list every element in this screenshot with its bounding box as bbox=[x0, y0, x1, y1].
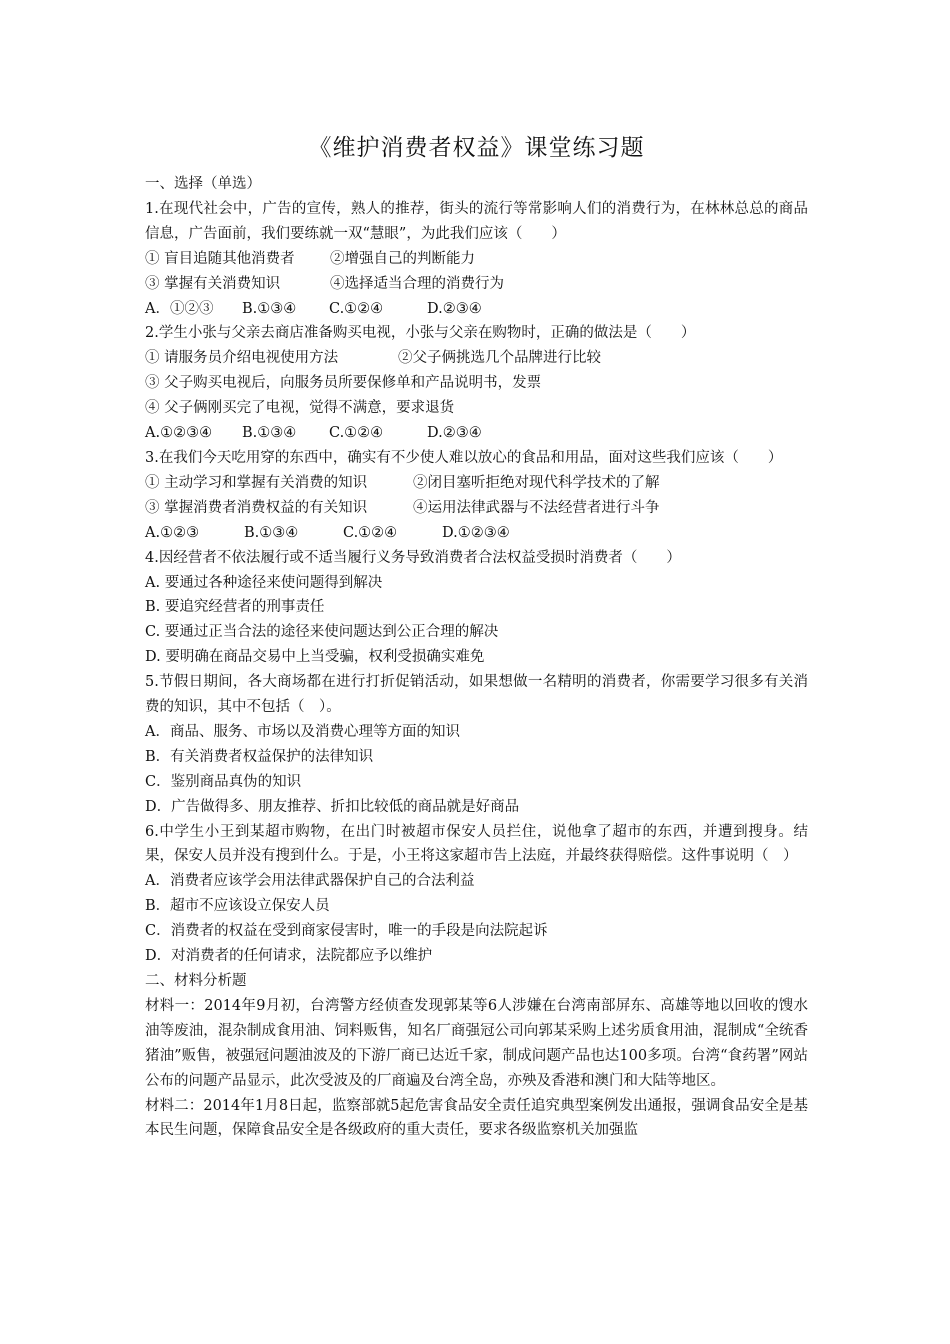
question-3-items-row2 bbox=[145, 496, 808, 521]
q3-option-b: B.①③④ bbox=[244, 524, 299, 541]
document-page bbox=[145, 130, 808, 1143]
q5-option-b: B．有关消费者权益保护的法律知识 bbox=[145, 748, 374, 765]
question-2-options bbox=[145, 421, 808, 446]
q4-option-a: A. 要通过各种途径来使问题得到解决 bbox=[145, 574, 383, 591]
question-3-stem: 3.在我们今天吃用穿的东西中，确实有不少使人难以放心的食品和用品，面对这些我们应该（ ） bbox=[145, 449, 783, 466]
q3-option-d: D.①②③④ bbox=[442, 524, 510, 541]
q2-item-4: ④ 父子俩刚买完了电视，觉得不满意，要求退货 bbox=[145, 400, 455, 417]
q1-option-d: D.②③④ bbox=[427, 300, 482, 317]
q1-item-4: ④选择适当合理的消费行为 bbox=[330, 275, 504, 292]
material-2: 材料二：2014年1月8日起，监察部就5起危害食品安全责任追究典型案例发出通报，强调食品安全是基本民生问题，保障食品安全是各级政府的重大责任，要求各级监察机关加强监 bbox=[145, 1097, 808, 1139]
q2-option-b: B.①③④ bbox=[242, 425, 297, 442]
question-5-stem: 5.节假日期间，各大商场都在进行打折促销活动，如果想做一名精明的消费者，你需要学习很多有关消费的知识，其中不包括（ ）。 bbox=[145, 674, 808, 716]
q5-option-a: A．商品、服务、市场以及消费心理等方面的知识 bbox=[145, 723, 460, 740]
q1-option-c: C.①②④ bbox=[329, 300, 384, 317]
q5-option-d: D．广告做得多、朋友推荐、折扣比较低的商品就是好商品 bbox=[145, 798, 520, 815]
q3-item-4: ④运用法律武器与不法经营者进行斗争 bbox=[413, 499, 660, 516]
page-title: 《维护消费者权益》课堂练习题 bbox=[308, 135, 645, 161]
q2-option-d: D.②③④ bbox=[427, 425, 482, 442]
q1-item-2: ②增强自己的判断能力 bbox=[330, 250, 475, 267]
q2-item-3: ③ 父子购买电视后，向服务员所要保修单和产品说明书，发票 bbox=[145, 375, 542, 392]
q5-option-c: C．鉴别商品真伪的知识 bbox=[145, 773, 302, 790]
question-3-items-row1 bbox=[145, 471, 808, 496]
question-1-items-row1 bbox=[145, 247, 808, 272]
q3-item-3: ③ 掌握消费者消费权益的有关知识 bbox=[145, 499, 368, 516]
q6-option-d: D．对消费者的任何请求，法院都应予以维护 bbox=[145, 948, 433, 965]
q3-item-1: ① 主动学习和掌握有关消费的知识 bbox=[145, 474, 368, 491]
section-heading-material: 二、材料分析题 bbox=[145, 973, 247, 989]
q2-item-2: ②父子俩挑选几个品牌进行比较 bbox=[398, 350, 601, 367]
q1-option-a: A．①②③ bbox=[145, 300, 214, 317]
q3-item-2: ②闭目塞听拒绝对现代科学技术的了解 bbox=[413, 474, 660, 491]
q2-item-1: ① 请服务员介绍电视使用方法 bbox=[145, 350, 339, 367]
q1-option-b: B.①③④ bbox=[242, 300, 297, 317]
question-1-stem: 1.在现代社会中，广告的宣传，熟人的推荐，街头的流行等常影响人们的消费行为，在林林总总的商品信息，广告面前，我们要练就一双“慧眼”，为此我们应该（ ） bbox=[145, 200, 808, 242]
q2-option-a: A.①②③④ bbox=[145, 425, 213, 442]
question-4-stem: 4.因经营者不依法履行或不适当履行义务导致消费者合法权益受损时消费者（ ） bbox=[145, 549, 681, 566]
q6-option-c: C．消费者的权益在受到商家侵害时，唯一的手段是向法院起诉 bbox=[145, 923, 548, 940]
question-6-stem: 6.中学生小王到某超市购物，在出门时被超市保安人员拦住，说他拿了超市的东西，并遭到搜身。结果，保安人员并没有搜到什么。于是，小王将这家超市告上法庭，并最终获得赔偿。这件事说明（ ） bbox=[145, 823, 808, 865]
question-1-items-row2 bbox=[145, 272, 808, 297]
q4-option-b: B. 要追究经营者的刑事责任 bbox=[145, 599, 325, 616]
question-1-options bbox=[145, 297, 808, 322]
q1-item-1: ① 盲目追随其他消费者 bbox=[145, 250, 295, 267]
q3-option-c: C.①②④ bbox=[343, 524, 398, 541]
q2-option-c: C.①②④ bbox=[329, 425, 384, 442]
material-1: 材料一：2014年9月初，台湾警方经侦查发现郭某等6人涉嫌在台湾南部屏东、高雄等地以回收的馊水油等废油，混杂制成食用油、饲料贩售，知名厂商强冠公司向郭某采购上述劣质食用油，混制成“全统香猪油”贩售，被强冠问题油波及的下游厂商已达近千家，制成问题产品也达100多项。台湾“食药署”网站公布的问题产品显示，此次受波及的厂商遍及台湾全岛，亦殃及香港和澳门和大陆等地区。 bbox=[145, 997, 808, 1089]
q4-option-d: D. 要明确在商品交易中上当受骗，权利受损确实难免 bbox=[145, 649, 485, 666]
q6-option-b: B．超市不应该设立保安人员 bbox=[145, 898, 330, 915]
q3-option-a: A.①②③ bbox=[145, 524, 200, 541]
question-2-stem: 2.学生小张与父亲去商店准备购买电视，小张与父亲在购物时，正确的做法是（ ） bbox=[145, 325, 696, 342]
section-heading-choice: 一、选择（单选） bbox=[145, 176, 261, 192]
question-3-options bbox=[145, 521, 808, 546]
question-2-items-row1 bbox=[145, 346, 808, 371]
q6-option-a: A．消费者应该学会用法律武器保护自己的合法利益 bbox=[145, 873, 475, 890]
q4-option-c: C. 要通过正当合法的途径来使问题达到公正合理的解决 bbox=[145, 624, 499, 641]
q1-item-3: ③ 掌握有关消费知识 bbox=[145, 275, 281, 292]
